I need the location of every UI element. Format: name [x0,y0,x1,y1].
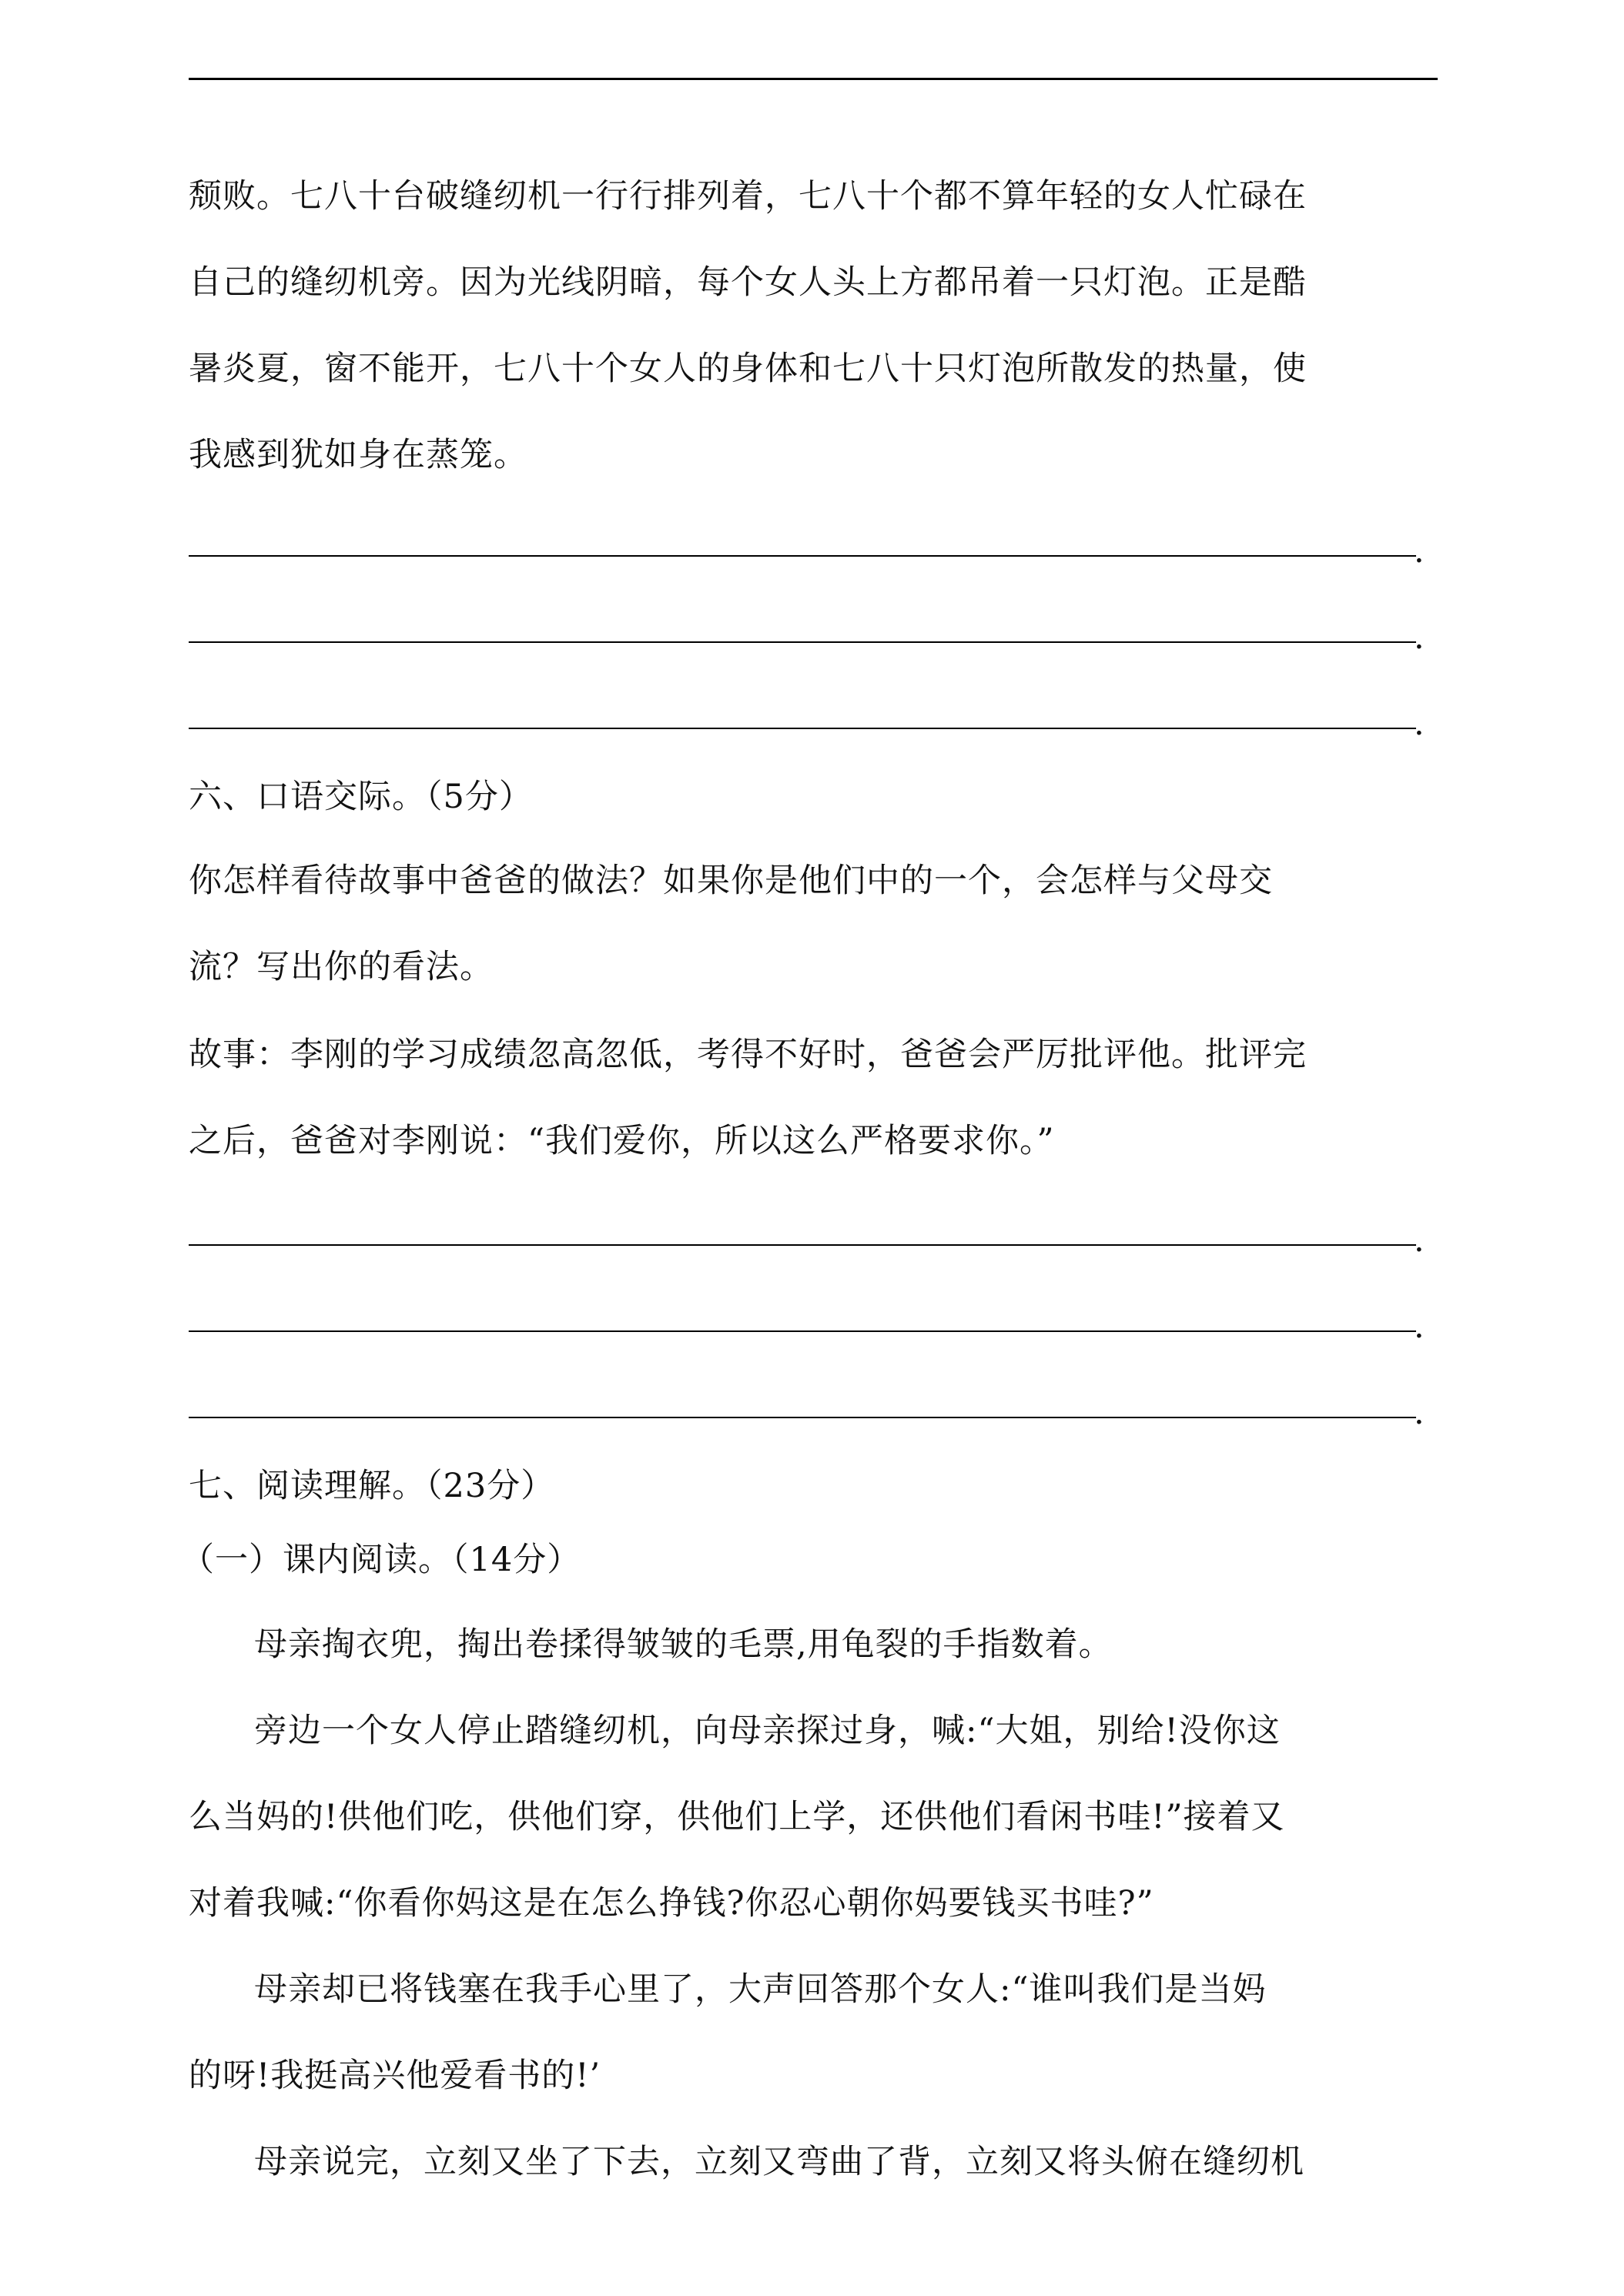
answer-line-end: . [1414,705,1425,743]
question-line: 流？写出你的看法。 [189,948,494,986]
reading-paragraph: 母亲掏衣兜，掏出卷揉得皱皱的毛票,用龟裂的手指数着。 [254,1625,1113,1664]
answer-line[interactable] [189,728,1416,729]
header-rule [189,78,1438,80]
answer-line-end: . [1414,1394,1425,1432]
reading-paragraph: 母亲却已将钱塞在我手心里了，大声回答那个女人:“谁叫我们是当妈 [254,1970,1267,2009]
section-7-title: 七、阅读理解。（23分） [189,1467,555,1505]
section-6-title: 六、口语交际。（5分） [189,778,533,816]
reading-paragraph-cont: 对着我喊:“你看你妈这是在怎么挣钱?你忍心朝你妈要钱买书哇?” [189,1884,1154,1923]
answer-line[interactable] [189,1417,1416,1418]
answer-line-end: . [1414,1307,1425,1346]
passage-line: 自己的缝纫机旁。因为光线阴暗，每个女人头上方都吊着一只灯泡。正是酷 [189,263,1307,302]
subsection-title: （一）课内阅读。（14分） [181,1541,581,1579]
reading-paragraph-cont: 么当妈的!供他们吃，供他们穿，供他们上学，还供他们看闲书哇!”接着又 [189,1798,1285,1836]
question-line: 你怎样看待故事中爸爸的做法？如果你是他们中的一个，会怎样与父母交 [189,862,1273,900]
answer-line-end: . [1414,618,1425,657]
answer-line[interactable] [189,1330,1416,1332]
reading-paragraph: 旁边一个女人停止踏缝纫机，向母亲探过身，喊:“大姐，别给!没你这 [254,1712,1281,1750]
story-line: 之后，爸爸对李刚说：“我们爱你，所以这么严格要求你。” [189,1122,1055,1160]
answer-line[interactable] [189,555,1416,557]
answer-line[interactable] [189,641,1416,643]
answer-line-end: . [1414,532,1425,571]
reading-paragraph-cont: 的呀!我挺高兴他爱看书的!’ [189,2057,601,2095]
answer-line[interactable] [189,1244,1416,1246]
passage-line: 我感到犹如身在蒸笼。 [189,436,527,474]
passage-line: 暑炎夏，窗不能开，七八十个女人的身体和七八十只灯泡所散发的热量，使 [189,350,1307,388]
answer-line-end: . [1414,1221,1425,1260]
reading-paragraph: 母亲说完，立刻又坐了下去，立刻又弯曲了背，立刻又将头俯在缝纫机 [254,2143,1304,2181]
passage-line: 颓败。七八十台破缝纫机一行行排列着，七八十个都不算年轻的女人忙碌在 [189,177,1307,216]
story-line: 故事：李刚的学习成绩忽高忽低，考得不好时，爸爸会严厉批评他。批评完 [189,1036,1307,1074]
